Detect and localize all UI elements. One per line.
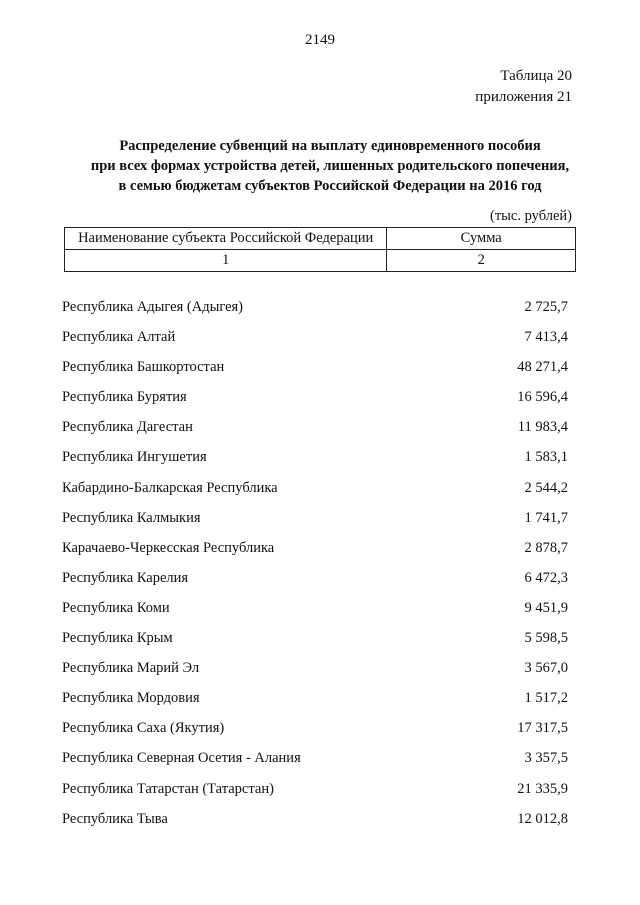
data-rows bbox=[62, 292, 568, 834]
region-name: Кабардино-Балкарская Республика bbox=[62, 479, 278, 496]
table-row bbox=[62, 623, 568, 653]
subvention-amount: 3 357,5 bbox=[524, 750, 568, 767]
region-name: Республика Северная Осетия - Алания bbox=[62, 750, 301, 767]
region-name: Республика Марий Эл bbox=[62, 660, 200, 677]
region-name: Республика Мордовия bbox=[62, 690, 200, 707]
region-name: Карачаево-Черкесская Республика bbox=[62, 539, 275, 556]
table-row bbox=[62, 412, 568, 442]
region-name: Республика Карелия bbox=[62, 569, 189, 586]
subvention-amount: 2 544,2 bbox=[524, 479, 568, 496]
subvention-amount: 1 583,1 bbox=[524, 449, 568, 466]
table-ref-line-1: Таблица 20 bbox=[500, 68, 572, 84]
subvention-amount: 21 335,9 bbox=[517, 780, 568, 797]
page-number: 2149 bbox=[305, 32, 335, 48]
table-row bbox=[62, 713, 568, 743]
document-title bbox=[40, 136, 620, 196]
subvention-amount: 7 413,4 bbox=[524, 329, 568, 346]
units-label: (тыс. рублей) bbox=[490, 208, 572, 224]
table-row bbox=[62, 563, 568, 593]
subvention-amount: 9 451,9 bbox=[524, 599, 568, 616]
table-row bbox=[62, 442, 568, 472]
header-row-titles bbox=[65, 228, 576, 250]
table-row bbox=[62, 743, 568, 773]
region-name: Республика Алтай bbox=[62, 329, 176, 346]
table-row bbox=[62, 352, 568, 382]
table-row bbox=[62, 533, 568, 563]
region-name: Республика Бурятия bbox=[62, 389, 187, 406]
table-header bbox=[64, 227, 576, 272]
subvention-amount: 48 271,4 bbox=[517, 359, 568, 376]
table-row bbox=[62, 804, 568, 834]
table-row bbox=[62, 774, 568, 804]
header-row-numbers bbox=[65, 250, 576, 272]
table-row bbox=[62, 292, 568, 322]
region-name: Республика Калмыкия bbox=[62, 509, 201, 526]
header-num-name: 1 bbox=[65, 250, 387, 272]
region-name: Республика Крым bbox=[62, 630, 173, 647]
region-name: Республика Адыгея (Адыгея) bbox=[62, 299, 244, 315]
header-col-sum: Сумма bbox=[387, 228, 576, 250]
table-row bbox=[62, 473, 568, 503]
table-row bbox=[62, 503, 568, 533]
subvention-amount: 2 878,7 bbox=[524, 539, 568, 556]
subvention-amount: 2 725,7 bbox=[524, 299, 568, 315]
subvention-amount: 1 741,7 bbox=[524, 509, 568, 526]
title-line-3: в семью бюджетам субъектов Российской Федерации на 2016 год bbox=[118, 178, 542, 194]
subvention-amount: 1 517,2 bbox=[524, 690, 568, 707]
subvention-amount: 3 567,0 bbox=[524, 660, 568, 677]
table-reference bbox=[475, 66, 572, 108]
table-row bbox=[62, 593, 568, 623]
table-row bbox=[62, 683, 568, 713]
header-num-sum: 2 bbox=[387, 250, 576, 272]
subvention-amount: 11 983,4 bbox=[517, 419, 568, 436]
subvention-amount: 12 012,8 bbox=[517, 810, 568, 827]
header-col-name: Наименование субъекта Российской Федерации bbox=[65, 228, 387, 250]
region-name: Республика Татарстан (Татарстан) bbox=[62, 780, 274, 797]
region-name: Республика Дагестан bbox=[62, 419, 193, 436]
region-name: Республика Ингушетия bbox=[62, 449, 207, 466]
table-row bbox=[62, 382, 568, 412]
subvention-amount: 5 598,5 bbox=[524, 630, 568, 647]
subvention-amount: 6 472,3 bbox=[524, 569, 568, 586]
title-line-1: Распределение субвенций на выплату единовременного пособия bbox=[119, 138, 541, 154]
region-name: Республика Саха (Якутия) bbox=[62, 720, 225, 737]
region-name: Республика Тыва bbox=[62, 810, 168, 827]
subvention-amount: 17 317,5 bbox=[517, 720, 568, 737]
subvention-amount: 16 596,4 bbox=[517, 389, 568, 406]
table-ref-line-2: приложения 21 bbox=[475, 89, 572, 105]
region-name: Республика Башкортостан bbox=[62, 359, 225, 376]
table-row bbox=[62, 322, 568, 352]
region-name: Республика Коми bbox=[62, 599, 170, 616]
title-line-2: при всех формах устройства детей, лишенных родительского попечения, bbox=[90, 158, 570, 174]
table-row bbox=[62, 653, 568, 683]
